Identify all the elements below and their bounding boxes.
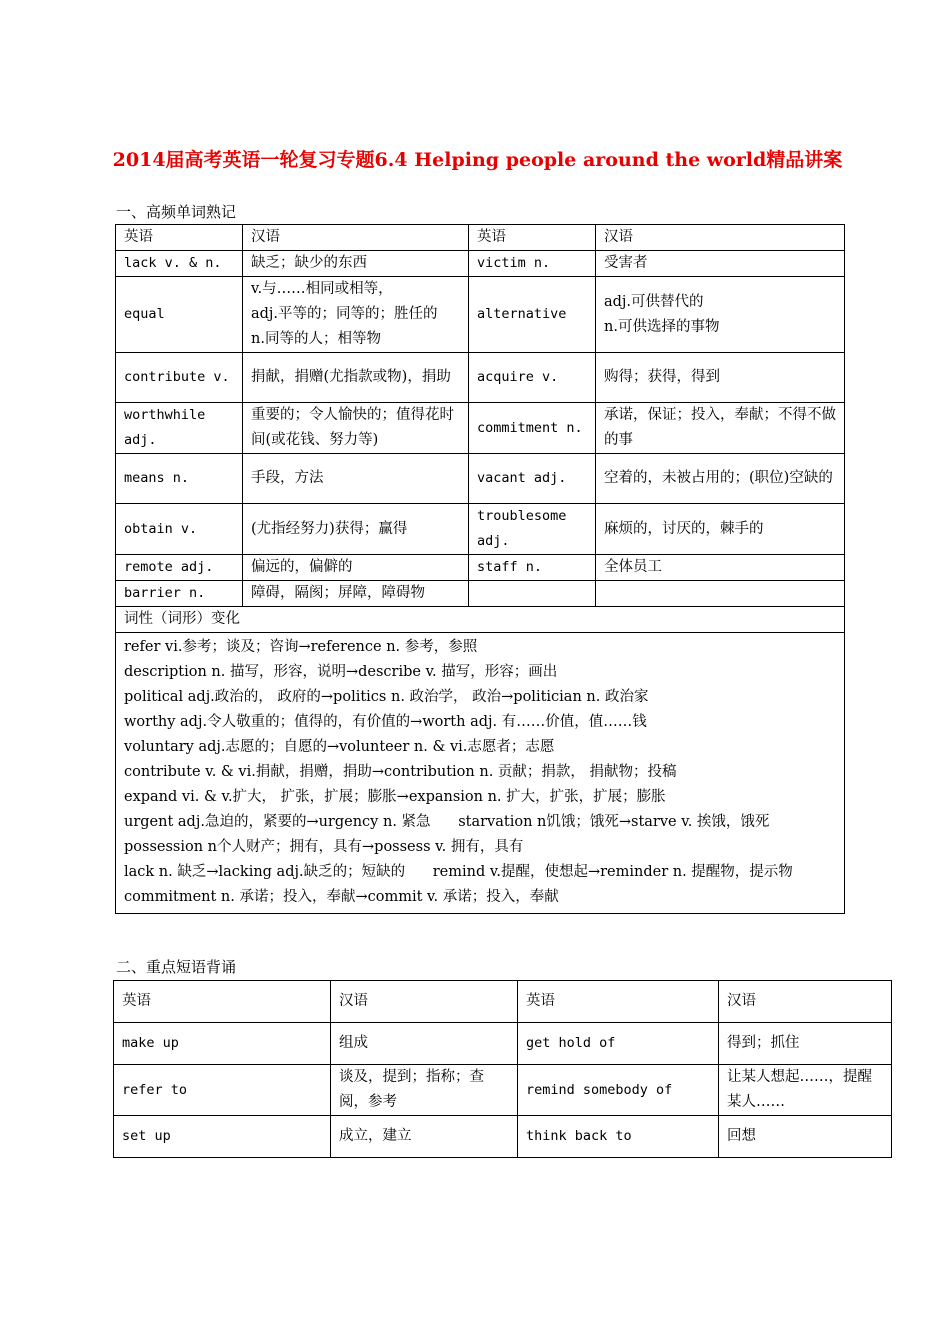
chinese-cell: 缺乏；缺少的东西 (243, 251, 469, 277)
header-cell: 英语 (518, 981, 719, 1023)
table-row (116, 251, 845, 277)
chinese-cell: 全体员工 (596, 555, 845, 581)
derivation-line: description n. 描写，形容，说明→describe v. 描写，形容；画出 (124, 664, 558, 680)
header-cell: 英语 (469, 225, 596, 251)
chinese-cell: 得到；抓住 (719, 1023, 892, 1065)
table-row (114, 1065, 892, 1116)
chinese-cell: 重要的；令人愉快的；值得花时间(或花钱、努力等) (243, 403, 469, 454)
table-row (116, 277, 845, 353)
english-cell: refer to (114, 1065, 331, 1116)
table-row (114, 1023, 892, 1065)
phrase-table (113, 980, 892, 1158)
english-cell: remind somebody of (518, 1065, 719, 1116)
english-cell: staff n. (469, 555, 596, 581)
derivation-line: refer vi.参考；谈及；咨询→reference n. 参考，参照 (124, 639, 478, 655)
english-cell: get hold of (518, 1023, 719, 1065)
english-cell: remote adj. (116, 555, 243, 581)
table-row (114, 1116, 892, 1158)
chinese-cell: 让某人想起……，提醒某人…… (719, 1065, 892, 1116)
english-cell: barrier n. (116, 581, 243, 607)
derivation-line: lack n. 缺乏→lacking adj.缺乏的；短缺的 remind v.提醒，使想起→reminder n. 提醒物，提示物 (124, 864, 793, 880)
table-row (116, 581, 845, 607)
chinese-cell: 承诺，保证；投入，奉献；不得不做的事 (596, 403, 845, 454)
english-cell: equal (116, 277, 243, 353)
chinese-cell: 麻烦的，讨厌的，棘手的 (596, 504, 845, 555)
table-row (116, 504, 845, 555)
chinese-cell: adj.可供替代的 n.可供选择的事物 (596, 277, 845, 353)
chinese-cell: 回想 (719, 1116, 892, 1158)
table-row (116, 454, 845, 504)
chinese-cell: 手段，方法 (243, 454, 469, 504)
english-cell: troublesome adj. (469, 504, 596, 555)
english-cell: lack v. & n. (116, 251, 243, 277)
derivation-list (116, 633, 845, 914)
section2-heading: 二、重点短语背诵 (116, 958, 237, 976)
derivation-heading-row (116, 607, 845, 633)
english-cell: victim n. (469, 251, 596, 277)
table-row (116, 403, 845, 454)
chinese-cell: 受害者 (596, 251, 845, 277)
derivation-line: political adj.政治的， 政府的→politics n. 政治学， 政治→politician n. 政治家 (124, 689, 649, 705)
chinese-cell: 捐献，捐赠(尤指款或物)，捐助 (243, 353, 469, 403)
derivation-line: voluntary adj.志愿的；自愿的→volunteer n. & vi.志愿者；志愿 (124, 739, 555, 755)
english-cell: vacant adj. (469, 454, 596, 504)
chinese-cell: 谈及，提到；指称；查阅，参考 (331, 1065, 518, 1116)
derivation-line: worthy adj.令人敬重的；值得的，有价值的→worth adj. 有……价值，值……钱 (124, 714, 647, 730)
derivation-row (116, 633, 845, 914)
chinese-cell: 成立，建立 (331, 1116, 518, 1158)
derivation-line: expand vi. & v.扩大， 扩张，扩展；膨胀→expansion n. 扩大，扩张，扩展；膨胀 (124, 789, 666, 805)
vocab-table (115, 224, 845, 914)
english-cell: alternative (469, 277, 596, 353)
chinese-cell: 购得；获得，得到 (596, 353, 845, 403)
table-row (116, 353, 845, 403)
table-row (116, 555, 845, 581)
header-cell: 汉语 (243, 225, 469, 251)
english-cell: make up (114, 1023, 331, 1065)
header-cell: 汉语 (596, 225, 845, 251)
derivation-line: urgent adj.急迫的，紧要的→urgency n. 紧急 starvation n饥饿；饿死→starve v. 挨饿，饿死 (124, 814, 770, 830)
english-cell: think back to (518, 1116, 719, 1158)
section1-heading: 一、高频单词熟记 (116, 203, 237, 221)
table-header-row (116, 225, 845, 251)
english-cell: commitment n. (469, 403, 596, 454)
english-cell: set up (114, 1116, 331, 1158)
chinese-cell: 组成 (331, 1023, 518, 1065)
chinese-cell: v.与……相同或相等， adj.平等的；同等的；胜任的 n.同等的人；相等物 (243, 277, 469, 353)
derivation-line: contribute v. & vi.捐献，捐赠，捐助→contribution n. 贡献；捐款， 捐献物；投稿 (124, 764, 677, 780)
chinese-cell: 偏远的，偏僻的 (243, 555, 469, 581)
english-cell: means n. (116, 454, 243, 504)
header-cell: 汉语 (331, 981, 518, 1023)
document-title: 2014届高考英语一轮复习专题6.4 Helping people around the world精品讲案 (112, 149, 843, 171)
table-header-row (114, 981, 892, 1023)
header-cell: 汉语 (719, 981, 892, 1023)
derivation-heading: 词性（词形）变化 (116, 607, 845, 633)
chinese-cell: 障碍，隔阂；屏障，障碍物 (243, 581, 469, 607)
header-cell: 英语 (114, 981, 331, 1023)
derivation-line: commitment n. 承诺；投入，奉献→commit v. 承诺；投入，奉献 (124, 889, 559, 905)
english-cell: worthwhile adj. (116, 403, 243, 454)
english-cell: acquire v. (469, 353, 596, 403)
english-cell: obtain v. (116, 504, 243, 555)
english-cell: contribute v. (116, 353, 243, 403)
chinese-cell: (尤指经努力)获得；赢得 (243, 504, 469, 555)
english-cell (469, 581, 596, 607)
derivation-line: possession n个人财产；拥有，具有→possess v. 拥有，具有 (124, 839, 524, 855)
chinese-cell (596, 581, 845, 607)
chinese-cell: 空着的，未被占用的；(职位)空缺的 (596, 454, 845, 504)
header-cell: 英语 (116, 225, 243, 251)
